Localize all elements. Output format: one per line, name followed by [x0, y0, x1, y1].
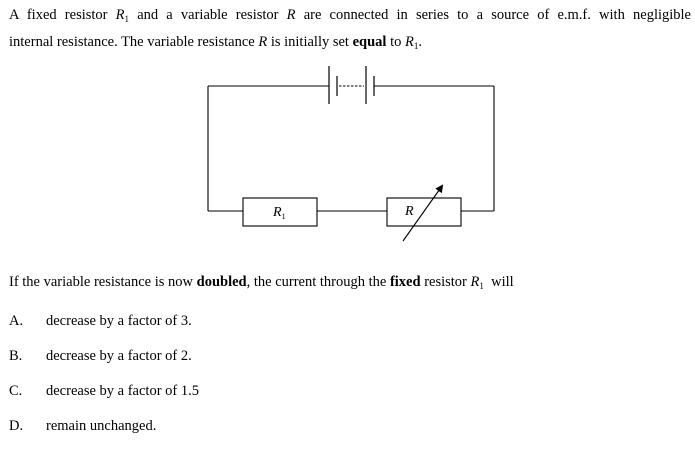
option-text: decrease by a factor of 2. — [46, 348, 192, 364]
fixed-resistor-label: $R_1$ — [273, 205, 286, 221]
r-symbol: R — [286, 7, 296, 23]
stem-text: are connected in series to a source of e.m.f. with negligible — [303, 7, 691, 23]
r1-symbol: $R_1$ — [404, 34, 419, 51]
option-letter: A. — [9, 313, 24, 329]
r1-symbol: $R_1$ — [470, 274, 484, 291]
option-letter: D. — [9, 418, 24, 434]
stem-text: and a variable resistor — [137, 7, 279, 23]
question-prompt: If the variable resistance is now doubled, the current through the fixed resistor $R_1$ will — [9, 274, 514, 291]
stem-line-2: internal resistance. The variable resistance R is initially set equal to $R_1$. — [9, 34, 422, 51]
emphasis-equal: equal — [352, 34, 387, 50]
emphasis-doubled: doubled — [196, 274, 247, 290]
variable-resistor-label: R — [405, 204, 414, 219]
stem-text: is initially set — [270, 34, 349, 50]
option-text: decrease by a factor of 1.5 — [46, 383, 199, 399]
option-text: decrease by a factor of 3. — [46, 313, 192, 329]
battery-icon — [329, 66, 374, 104]
option-letter: B. — [9, 348, 23, 364]
r1-symbol: $R_1$ — [115, 7, 130, 24]
stem-text: internal resistance. The variable resistance — [9, 34, 255, 50]
emphasis-fixed: fixed — [389, 274, 421, 290]
option-letter: C. — [9, 383, 23, 399]
option-text: remain unchanged. — [46, 418, 157, 434]
stem-text: A fixed resistor — [9, 7, 108, 23]
stem-text: to — [390, 34, 402, 50]
r-symbol: R — [258, 34, 268, 50]
